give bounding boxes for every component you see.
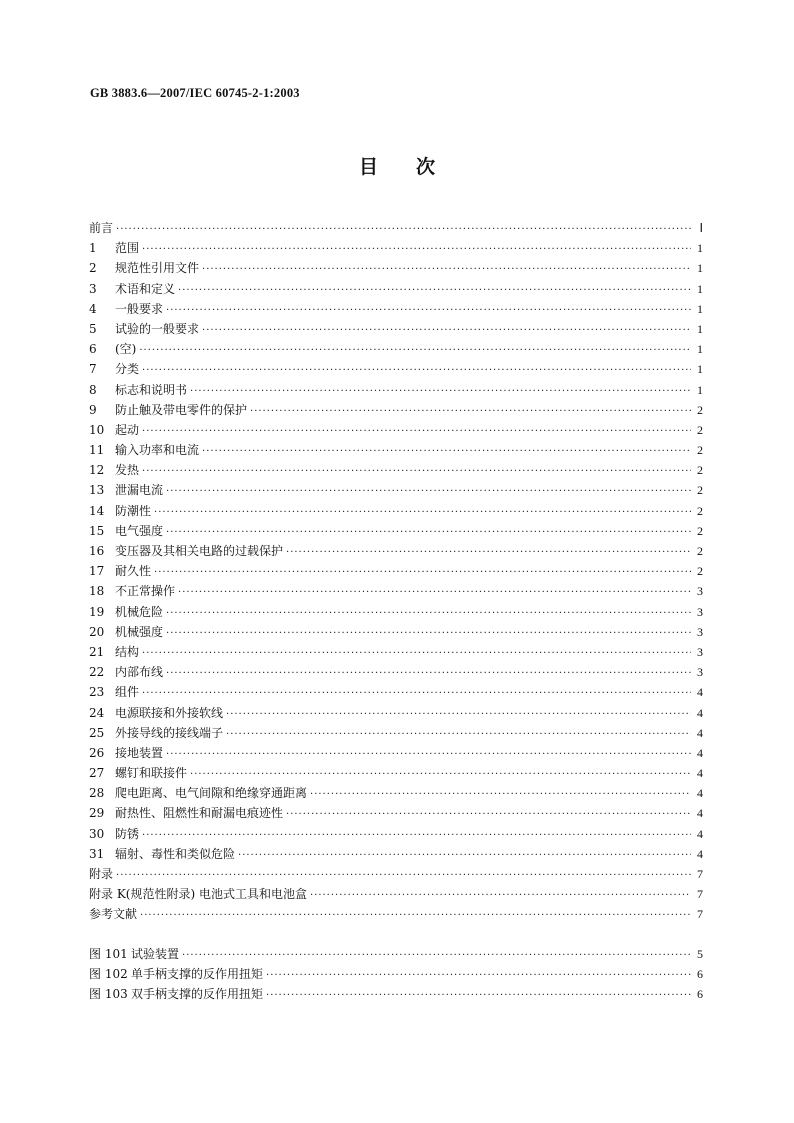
dot-leader bbox=[202, 260, 691, 280]
dot-leader bbox=[142, 826, 691, 846]
dot-leader bbox=[178, 583, 691, 603]
entry-page-number: 2 bbox=[697, 503, 703, 518]
entry-page-number: 2 bbox=[697, 523, 703, 538]
entry-page-number: 3 bbox=[697, 604, 703, 619]
entry-page-number: 4 bbox=[697, 826, 703, 841]
entry-page-number: 2 bbox=[697, 422, 703, 437]
dot-leader bbox=[139, 341, 691, 361]
entry-number: 26 bbox=[89, 745, 105, 760]
entry-number: 4 bbox=[89, 301, 97, 316]
entry-title: 防锈 bbox=[115, 826, 140, 841]
dot-leader bbox=[142, 240, 691, 260]
entry-title: 变压器及其相关电路的过载保护 bbox=[115, 544, 284, 558]
entry-title: 单手柄支撑的反作用扭矩 bbox=[131, 967, 264, 982]
entry-number: 25 bbox=[89, 725, 105, 740]
dot-leader bbox=[142, 361, 691, 381]
entry-number: 21 bbox=[89, 644, 105, 659]
entry-page-number: 6 bbox=[697, 987, 703, 1002]
entry-title: 机械危险 bbox=[115, 604, 164, 619]
entry-number: 16 bbox=[89, 544, 105, 558]
entry-number: 8 bbox=[89, 382, 97, 397]
entry-page-number: 6 bbox=[697, 967, 703, 982]
figure-entry[interactable] bbox=[89, 964, 703, 984]
entry-title: 一般要求 bbox=[115, 301, 164, 316]
toc-entry[interactable] bbox=[89, 844, 703, 864]
dot-leader bbox=[166, 482, 691, 502]
dot-leader bbox=[266, 986, 691, 1006]
entry-number: 1 bbox=[89, 241, 97, 256]
entry-page-number: 4 bbox=[697, 766, 703, 781]
dot-leader bbox=[202, 321, 691, 341]
entry-title: 外接导线的接线端子 bbox=[115, 725, 224, 740]
entry-title: 规范性引用文件 bbox=[115, 261, 200, 276]
entry-number: 19 bbox=[89, 604, 105, 619]
entry-number: 6 bbox=[89, 342, 97, 357]
toc-entry[interactable] bbox=[89, 662, 703, 682]
figure-entry[interactable] bbox=[89, 984, 703, 1004]
entry-page-number: 7 bbox=[697, 887, 703, 902]
entry-page-number: 1 bbox=[697, 382, 703, 397]
entry-title: 防止触及带电零件的保护 bbox=[115, 402, 248, 417]
toc-entry[interactable] bbox=[89, 380, 703, 400]
dot-leader bbox=[142, 422, 691, 442]
entry-page-number: 7 bbox=[697, 907, 703, 922]
entry-page-number: 5 bbox=[697, 947, 703, 961]
dot-leader bbox=[166, 664, 691, 684]
entry-title: 组件 bbox=[115, 685, 140, 700]
entry-number: 30 bbox=[89, 826, 105, 841]
entry-title: 爬电距离、电气间隙和绝缘穿通距离 bbox=[115, 786, 308, 801]
entry-page-number: 4 bbox=[697, 786, 703, 801]
entry-title: 输入功率和电流 bbox=[115, 443, 200, 458]
entry-title: 接地装置 bbox=[115, 745, 164, 760]
entry-page-number: 1 bbox=[697, 321, 703, 336]
dot-leader bbox=[310, 785, 691, 805]
entry-page-number: 3 bbox=[697, 624, 703, 639]
toc-entry[interactable] bbox=[89, 763, 703, 783]
toc-entry[interactable] bbox=[89, 460, 703, 480]
toc-entry[interactable] bbox=[89, 480, 703, 500]
entry-number: 18 bbox=[89, 584, 105, 599]
toc-entry[interactable] bbox=[89, 743, 703, 763]
toc-entry[interactable] bbox=[89, 803, 703, 823]
toc-entry[interactable] bbox=[89, 440, 703, 460]
dot-leader bbox=[238, 846, 691, 866]
title-char-left: 目 bbox=[358, 156, 378, 178]
entry-number: 14 bbox=[89, 503, 105, 518]
entry-page-number: 2 bbox=[697, 564, 703, 579]
title-char-right: 次 bbox=[416, 156, 436, 178]
standard-number-header: GB 3883.6—2007/IEC 60745-2-1:2003 bbox=[90, 86, 300, 100]
entry-page-number: 4 bbox=[697, 806, 703, 821]
entry-number: 28 bbox=[89, 786, 105, 801]
figure-entry[interactable] bbox=[89, 944, 703, 964]
dot-leader bbox=[178, 281, 691, 301]
entry-number: 图 103 bbox=[89, 987, 128, 1002]
entry-title: 附录 bbox=[89, 867, 114, 881]
toc-entry[interactable] bbox=[89, 299, 703, 319]
toc-entry[interactable] bbox=[89, 400, 703, 420]
entry-title: 不正常操作 bbox=[115, 584, 176, 599]
entry-number: 13 bbox=[89, 483, 105, 498]
entry-number: 图 102 bbox=[89, 967, 128, 982]
entry-number: 22 bbox=[89, 665, 105, 680]
entry-page-number: 4 bbox=[697, 705, 703, 720]
dot-leader bbox=[142, 462, 691, 482]
entry-title: 电源联接和外接软线 bbox=[115, 705, 224, 720]
entry-title: 防潮性 bbox=[115, 503, 152, 518]
entry-title: 机械强度 bbox=[115, 624, 164, 639]
entry-page-number: 1 bbox=[697, 342, 703, 357]
entry-page-number: 4 bbox=[697, 685, 703, 700]
entry-page-number: 3 bbox=[697, 584, 703, 599]
dot-leader bbox=[266, 966, 691, 986]
entry-title: 内部布线 bbox=[115, 665, 164, 680]
entry-title: 术语和定义 bbox=[115, 281, 176, 296]
entry-number: 图 101 bbox=[89, 947, 128, 961]
dot-leader bbox=[166, 523, 691, 543]
entry-page-number: 3 bbox=[697, 665, 703, 680]
dot-leader bbox=[166, 745, 691, 765]
entry-number: 31 bbox=[89, 846, 105, 861]
dot-leader bbox=[116, 220, 691, 240]
toc-entry[interactable] bbox=[89, 521, 703, 541]
toc-entry[interactable] bbox=[89, 723, 703, 743]
entry-page-number: Ⅰ bbox=[699, 221, 703, 235]
entry-number: 20 bbox=[89, 624, 105, 639]
toc-entry[interactable] bbox=[89, 238, 703, 258]
entry-number: 11 bbox=[89, 443, 105, 458]
toc-entry[interactable] bbox=[89, 622, 703, 642]
toc-entry[interactable] bbox=[89, 682, 703, 702]
entry-title: 附录 K(规范性附录) 电池式工具和电池盒 bbox=[89, 887, 307, 902]
toc-entry[interactable] bbox=[89, 561, 703, 581]
toc-entry[interactable] bbox=[89, 319, 703, 339]
entry-title: 前言 bbox=[89, 221, 114, 235]
entry-title: 标志和说明书 bbox=[115, 382, 188, 397]
toc-entry[interactable] bbox=[89, 581, 703, 601]
toc-entry[interactable] bbox=[89, 783, 703, 803]
entry-number: 23 bbox=[89, 685, 105, 700]
entry-page-number: 7 bbox=[697, 867, 703, 881]
entry-page-number: 1 bbox=[697, 261, 703, 276]
entry-number: 5 bbox=[89, 321, 97, 336]
entry-page-number: 2 bbox=[697, 544, 703, 558]
page-title bbox=[0, 152, 794, 179]
entry-page-number: 1 bbox=[697, 301, 703, 316]
entry-title: 参考文献 bbox=[89, 907, 138, 922]
entry-number: 12 bbox=[89, 463, 105, 478]
toc-entry[interactable] bbox=[89, 824, 703, 844]
entry-number: 7 bbox=[89, 362, 97, 377]
toc-entry[interactable] bbox=[89, 602, 703, 622]
entry-number: 29 bbox=[89, 806, 105, 821]
entry-title: (空) bbox=[115, 342, 137, 357]
entry-number: 15 bbox=[89, 523, 105, 538]
entry-title: 双手柄支撑的反作用扭矩 bbox=[131, 987, 264, 1002]
entry-title: 电气强度 bbox=[115, 523, 164, 538]
dot-leader bbox=[154, 563, 691, 583]
dot-leader bbox=[142, 644, 691, 664]
entry-page-number: 1 bbox=[697, 281, 703, 296]
entry-title: 分类 bbox=[115, 362, 140, 377]
dot-leader bbox=[166, 624, 691, 644]
dot-leader bbox=[286, 805, 691, 825]
dot-leader bbox=[226, 725, 691, 745]
dot-leader bbox=[190, 765, 691, 785]
entry-title: 辐射、毒性和类似危险 bbox=[115, 846, 236, 861]
entry-page-number: 4 bbox=[697, 725, 703, 740]
entry-title: 螺钉和联接件 bbox=[115, 766, 188, 781]
entry-page-number: 1 bbox=[697, 362, 703, 377]
entry-title: 结构 bbox=[115, 644, 140, 659]
toc-entry[interactable] bbox=[89, 703, 703, 723]
toc-entry[interactable] bbox=[89, 541, 703, 561]
entry-page-number: 2 bbox=[697, 402, 703, 417]
toc-entry[interactable] bbox=[89, 420, 703, 440]
dot-leader bbox=[166, 301, 691, 321]
dot-leader bbox=[202, 442, 691, 462]
toc-entry[interactable] bbox=[89, 258, 703, 278]
entry-title: 发热 bbox=[115, 463, 140, 478]
entry-number: 10 bbox=[89, 422, 105, 437]
figure-list bbox=[89, 944, 703, 1005]
entry-title: 耐热性、阻燃性和耐漏电痕迹性 bbox=[115, 806, 284, 821]
dot-leader bbox=[154, 503, 691, 523]
entry-page-number: 2 bbox=[697, 483, 703, 498]
dot-leader bbox=[116, 866, 691, 886]
dot-leader bbox=[166, 604, 691, 624]
toc-entry[interactable] bbox=[89, 359, 703, 379]
toc-entry[interactable] bbox=[89, 339, 703, 359]
toc-entry[interactable] bbox=[89, 884, 703, 904]
entry-page-number: 3 bbox=[697, 644, 703, 659]
dot-leader bbox=[226, 705, 691, 725]
dot-leader bbox=[286, 543, 691, 563]
dot-leader bbox=[142, 684, 691, 704]
entry-title: 耐久性 bbox=[115, 564, 152, 579]
entry-page-number: 4 bbox=[697, 745, 703, 760]
toc-entry[interactable] bbox=[89, 279, 703, 299]
entry-title: 起动 bbox=[115, 422, 140, 437]
entry-title: 试验的一般要求 bbox=[115, 321, 200, 336]
toc-entry[interactable] bbox=[89, 218, 703, 238]
table-of-contents bbox=[89, 218, 703, 925]
entry-title: 范围 bbox=[115, 241, 140, 256]
entry-number: 9 bbox=[89, 402, 97, 417]
dot-leader bbox=[310, 886, 691, 906]
entry-number: 2 bbox=[89, 261, 97, 276]
entry-title: 泄漏电流 bbox=[115, 483, 164, 498]
entry-number: 27 bbox=[89, 766, 105, 781]
entry-number: 17 bbox=[89, 564, 105, 579]
entry-page-number: 1 bbox=[697, 241, 703, 256]
dot-leader bbox=[250, 402, 691, 422]
entry-title: 试验装置 bbox=[131, 947, 180, 961]
toc-entry[interactable] bbox=[89, 904, 703, 924]
dot-leader bbox=[190, 382, 691, 402]
dot-leader bbox=[140, 906, 691, 926]
entry-number: 3 bbox=[89, 281, 97, 296]
toc-entry[interactable] bbox=[89, 864, 703, 884]
entry-number: 24 bbox=[89, 705, 105, 720]
entry-page-number: 2 bbox=[697, 443, 703, 458]
toc-entry[interactable] bbox=[89, 642, 703, 662]
toc-entry[interactable] bbox=[89, 501, 703, 521]
dot-leader bbox=[182, 946, 691, 966]
entry-page-number: 2 bbox=[697, 463, 703, 478]
entry-page-number: 4 bbox=[697, 846, 703, 861]
